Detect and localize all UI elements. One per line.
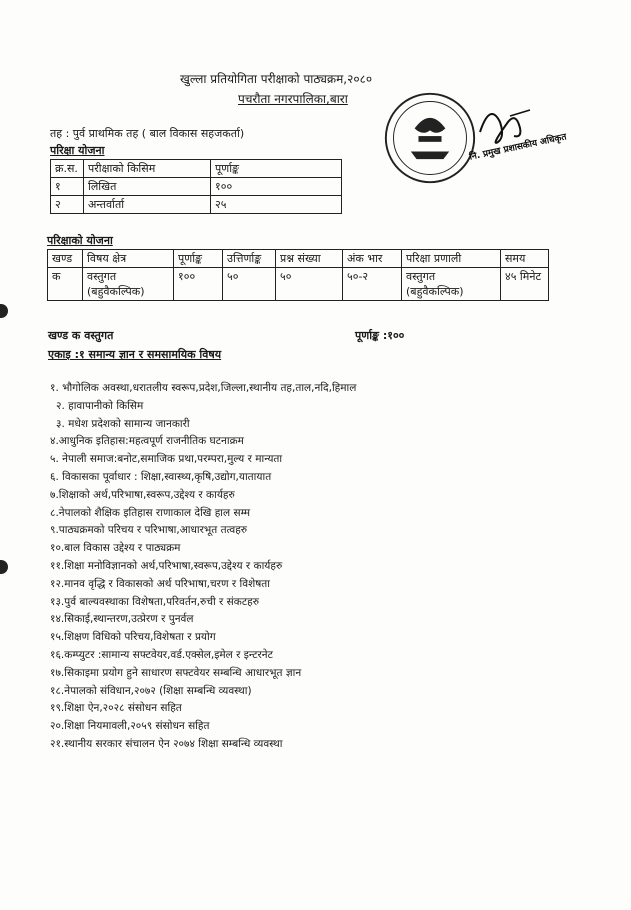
- list-item: १५.शिक्षण विधिको परिचय,विशेषता र प्रयोग: [50, 631, 216, 644]
- post-level: तह : पुर्व प्राथमिक तह ( बाल विकास सहजकर्ता): [50, 127, 245, 140]
- list-item: ६. विकासका पूर्वाधार : शिक्षा,स्वास्थ्य,कृषि,उद्योग,यातायात: [50, 470, 272, 483]
- table-row: [51, 178, 342, 196]
- punch-hole-mark: [0, 560, 8, 574]
- list-item: २१.स्थानीय सरकार संचालन ऐन २०७४ शिक्षा सम्बन्धि व्यवस्था: [50, 737, 283, 750]
- header-pass-marks: उत्तिर्णाङ्क: [223, 250, 276, 268]
- header-exam-type: परीक्षाको किसिम: [84, 160, 211, 178]
- section-a-title: खण्ड क वस्तुगत: [48, 329, 114, 342]
- topic-list: [50, 380, 356, 754]
- list-item: ८.नेपालको शैक्षिक इतिहास राणाकाल देखि हाल सम्म: [50, 506, 250, 519]
- list-item: १६.कम्प्युटर :सामान्य सफ्टवेयर,वर्ड.एक्सेल,इमेल र इन्टरनेट: [50, 648, 273, 661]
- list-item: १७.सिकाइमा प्रयोग हुने साधारण सफ्टवेयर सम्बन्धि आधारभूत ज्ञान: [50, 666, 302, 679]
- list-item: ९.पाठ्यक्रमको परिचय र परिभाषा,आधारभूत तत्वहरु: [50, 524, 248, 537]
- list-item: १४.सिकाई,स्थान्तरण,उत्प्रेरण र पुनर्वल: [50, 613, 194, 626]
- list-item: ११.शिक्षा मनोविज्ञानको अर्थ,परिभाषा,स्वरूप,उद्देश्य र कार्यहरु: [50, 559, 283, 572]
- list-item: ४.आधुनिक इतिहास:महत्वपूर्ण राजनीतिक घटनाक्रम: [50, 435, 244, 448]
- header-serial: क्र.स.: [51, 160, 84, 178]
- list-item: १०.बाल विकास उद्देश्य र पाठ्यक्रम: [50, 542, 181, 555]
- list-item: २०.शिक्षा नियमावली,२०५९ संसोधन सहित: [50, 720, 210, 733]
- row-subject-line1: वस्तुगत: [87, 270, 117, 283]
- punch-hole-mark: [0, 304, 8, 318]
- row-full-marks: १००: [211, 178, 342, 196]
- row-time: ४५ मिनेट: [501, 268, 549, 301]
- list-item: १. भौगोलिक अवस्था,धरातलीय स्वरूप,प्रदेश,जिल्ला,स्थानीय तह,ताल,नदि,हिमाल: [50, 382, 357, 394]
- exam-plan-heading: परिक्षा योजना: [50, 144, 105, 157]
- row-full-marks: २५: [211, 196, 342, 214]
- exam-scheme-heading: परिक्षाको योजना: [47, 234, 113, 247]
- row-system-line2: (बहुवैकल्पिक): [406, 285, 464, 298]
- row-section: क: [48, 268, 83, 301]
- header-question-count: प्रश्न संख्या: [276, 250, 343, 268]
- list-item: २. हावापानीको किसिम: [56, 399, 144, 412]
- row-subject-line2: (बहुवैकल्पिक): [87, 285, 145, 298]
- section-a-full-marks: पूर्णाङ्क :१००: [355, 329, 405, 342]
- header-exam-system: परिक्षा प्रणाली: [402, 250, 501, 268]
- exam-plan-table: [50, 159, 342, 214]
- table-header-row: [51, 160, 342, 178]
- table-row: [51, 196, 342, 214]
- row-exam-system: [402, 268, 501, 301]
- row-question-count: ५०: [276, 268, 343, 301]
- exam-scheme-table: [47, 249, 549, 301]
- table-header-row: [48, 250, 549, 268]
- row-serial: २: [51, 196, 84, 214]
- row-exam-type: लिखित: [84, 178, 211, 196]
- header-full-marks: पूर्णाङ्क: [211, 160, 342, 178]
- row-full-marks: १००: [174, 268, 223, 301]
- signatory-designation: नि. प्रमुख प्रशासकीय अधिकृत: [468, 132, 568, 163]
- row-serial: १: [51, 178, 84, 196]
- document-title: खुल्ला प्रतियोगिता परीक्षाको पाठ्यक्रम,२०८०: [180, 72, 373, 86]
- list-item: १८.नेपालको संविधान,२०७२ (शिक्षा सम्बन्धि व्यवस्था): [50, 684, 252, 697]
- row-weight: ५०-२: [343, 268, 402, 301]
- municipality-name: पचरौता नगरपालिका,बारा: [238, 92, 348, 106]
- header-subject: विषय क्षेत्र: [83, 250, 174, 268]
- list-item: १२.मानव वृद्धि र विकासको अर्थ परिभाषा,चरण र विशेषता: [50, 577, 271, 590]
- list-item: १३.पुर्व बाल्यवस्थाका विशेषता,परिवर्तन,रुची र संकटहरु: [50, 595, 259, 608]
- row-pass-marks: ५०: [223, 268, 276, 301]
- table-row: [48, 268, 549, 301]
- list-item: ५. नेपाली समाज:बनोट,समाजिक प्रथा,परम्परा,मुल्य र मान्यता: [50, 453, 283, 466]
- header-time: समय: [501, 250, 549, 268]
- header-weight: अंक भार: [343, 250, 402, 268]
- row-exam-type: अन्तर्वार्ता: [84, 196, 211, 214]
- header-section: खण्ड: [48, 250, 83, 268]
- list-item: १९.शिक्षा ऐन,२०२८ संसोधन सहित: [50, 702, 182, 715]
- list-item: ७.शिक्षाको अर्थ,परिभाषा,स्वरूप,उद्देश्य र कार्यहरु: [50, 488, 235, 501]
- row-subject: [83, 268, 174, 301]
- list-item: ३. मधेश प्रदेशको सामान्य जानकारी: [56, 417, 190, 430]
- row-system-line1: वस्तुगत: [406, 270, 436, 283]
- header-full-marks: पूर्णाङ्क: [174, 250, 223, 268]
- unit-title: एकाइ :१ समान्य ज्ञान र समसामयिक विषय: [48, 348, 222, 361]
